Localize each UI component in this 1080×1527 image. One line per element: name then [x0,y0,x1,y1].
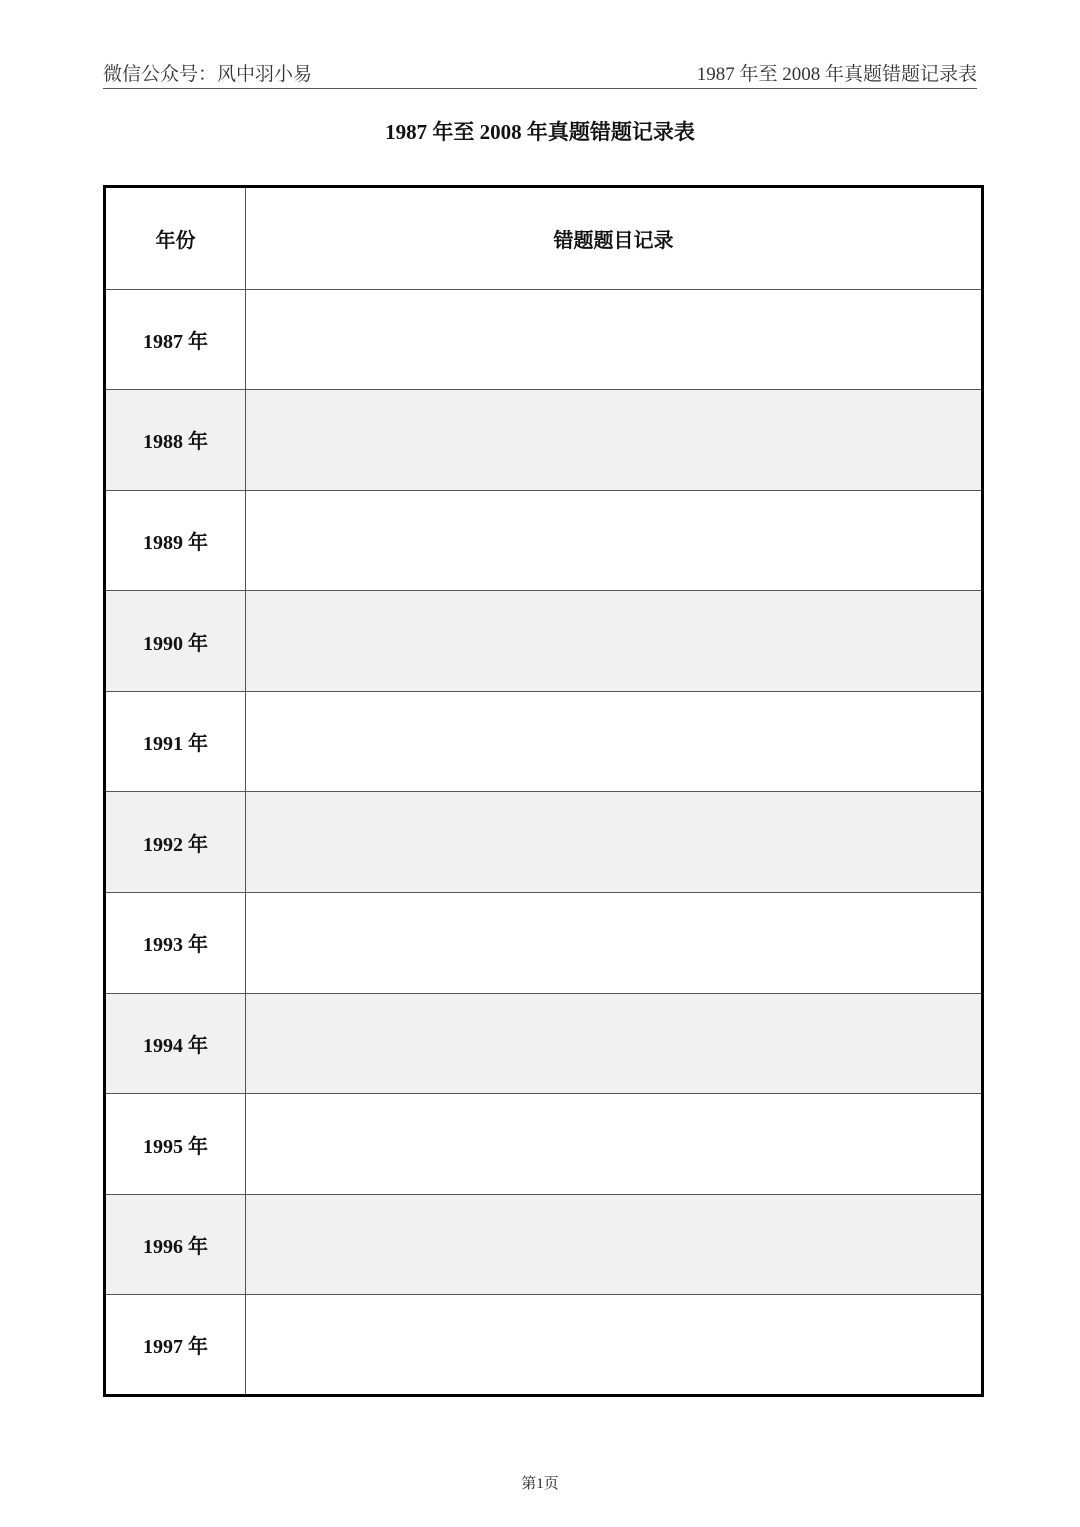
header-document-title: 1987 年至 2008 年真题错题记录表 [696,64,977,85]
header-account-name: 微信公众号：风中羽小易 [103,64,313,85]
record-cell[interactable] [246,1094,983,1195]
table-header-row [105,187,983,290]
column-header-year: 年份 [105,187,246,290]
page-number: 第1页 [521,1476,559,1492]
table-row [105,591,983,692]
page-title: 1987 年至 2008 年真题错题记录表 [385,120,695,144]
table-row [105,1194,983,1295]
record-cell[interactable] [246,390,983,491]
record-cell[interactable] [246,1295,983,1396]
year-cell: 1989 年 [105,490,246,591]
table-row [105,490,983,591]
page-header [103,62,977,89]
year-cell: 1990 年 [105,591,246,692]
year-cell: 1995 年 [105,1094,246,1195]
record-cell[interactable] [246,490,983,591]
year-cell: 1988 年 [105,390,246,491]
record-cell[interactable] [246,792,983,893]
record-cell[interactable] [246,691,983,792]
year-cell: 1997 年 [105,1295,246,1396]
record-cell[interactable] [246,289,983,390]
table-row [105,993,983,1094]
record-cell[interactable] [246,1194,983,1295]
table-row [105,691,983,792]
table-row [105,390,983,491]
year-cell: 1992 年 [105,792,246,893]
year-cell: 1993 年 [105,893,246,994]
year-cell: 1991 年 [105,691,246,792]
error-record-table [103,185,984,1397]
year-cell: 1987 年 [105,289,246,390]
table-row [105,1094,983,1195]
column-header-record: 错题题目记录 [246,187,983,290]
table-row [105,893,983,994]
table-row [105,792,983,893]
record-cell[interactable] [246,893,983,994]
year-cell: 1996 年 [105,1194,246,1295]
record-cell[interactable] [246,591,983,692]
record-cell[interactable] [246,993,983,1094]
table-row [105,289,983,390]
table-row [105,1295,983,1396]
year-cell: 1994 年 [105,993,246,1094]
